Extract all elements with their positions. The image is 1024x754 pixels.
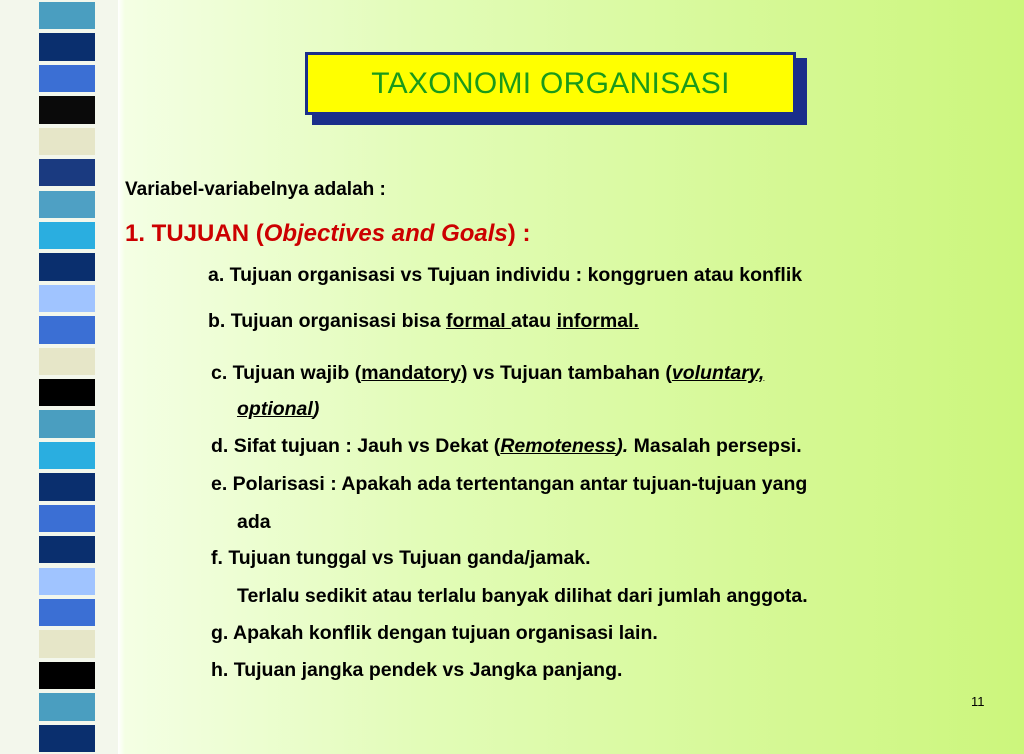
decorative-bar: [39, 128, 95, 155]
item-g: g. Apakah konflik dengan tujuan organisasi lain.: [211, 622, 658, 644]
decorative-bar: [39, 253, 95, 280]
heading-suffix: ) :: [507, 220, 531, 247]
decorative-bar: [39, 410, 95, 437]
decorative-bar: [39, 159, 95, 186]
item-b-text1: b. Tujuan organisasi bisa: [208, 310, 447, 332]
intro-text: Variabel-variabelnya adalah :: [125, 179, 386, 200]
decorative-bar: [39, 285, 95, 312]
decorative-bar: [39, 222, 95, 249]
item-d-remoteness: Remoteness: [500, 435, 617, 457]
decorative-bar: [39, 693, 95, 720]
decorative-bar: [39, 568, 95, 595]
item-a: a. Tujuan organisasi vs Tujuan individu : konggruen atau konflik: [208, 264, 803, 286]
item-e: e. Polarisasi : Apakah ada tertentangan antar tujuan-tujuan yang: [211, 473, 808, 495]
decorative-bar: [39, 379, 95, 406]
decorative-bar: [39, 505, 95, 532]
decorative-bar: [39, 2, 95, 29]
item-b-text2: atau: [511, 310, 557, 332]
decorative-bar: [39, 536, 95, 563]
item-c-optional: optional: [237, 398, 313, 420]
item-c: [211, 362, 764, 385]
item-d-close: ).: [616, 435, 629, 457]
item-d-text2: Masalah persepsi.: [628, 435, 802, 457]
heading-italic: Objectives and Goals: [263, 220, 508, 247]
slide-title: TAXONOMI ORGANISASI: [371, 66, 730, 100]
decorative-bar: [39, 316, 95, 343]
item-b-formal: formal: [446, 310, 512, 332]
decorative-bar: [39, 348, 95, 375]
item-c-text2: ) vs Tujuan tambahan (: [460, 362, 672, 384]
item-c-voluntary: voluntary,: [671, 362, 765, 384]
decorative-bars: [39, 0, 95, 754]
item-b: [208, 310, 639, 333]
heading-prefix: 1. TUJUAN (: [125, 220, 264, 247]
page-number: 11: [971, 694, 985, 709]
item-c-close: ): [312, 398, 320, 420]
item-f: f. Tujuan tunggal vs Tujuan ganda/jamak.: [211, 547, 591, 569]
left-decorative-stripe: [0, 0, 118, 754]
decorative-bar: [39, 191, 95, 218]
item-e-line2: ada: [237, 511, 271, 533]
title-box: [305, 52, 796, 115]
item-b-informal: informal.: [556, 310, 639, 332]
decorative-bar: [39, 630, 95, 657]
decorative-bar: [39, 473, 95, 500]
item-h: h. Tujuan jangka pendek vs Jangka panjang.: [211, 659, 623, 681]
item-c-text1: c. Tujuan wajib (: [211, 362, 362, 384]
item-c-line2: [237, 398, 319, 421]
item-c-mandatory: mandatory: [361, 362, 461, 384]
decorative-bar: [39, 662, 95, 689]
decorative-bar: [39, 96, 95, 123]
decorative-bar: [39, 599, 95, 626]
section-heading: [125, 220, 530, 248]
decorative-bar: [39, 442, 95, 469]
decorative-bar: [39, 33, 95, 60]
decorative-bar: [39, 65, 95, 92]
item-d: [211, 435, 802, 458]
item-f-line2: Terlalu sedikit atau terlalu banyak dilihat dari jumlah anggota.: [237, 585, 808, 607]
item-d-text1: d. Sifat tujuan : Jauh vs Dekat (: [211, 435, 501, 457]
decorative-bar: [39, 725, 95, 752]
